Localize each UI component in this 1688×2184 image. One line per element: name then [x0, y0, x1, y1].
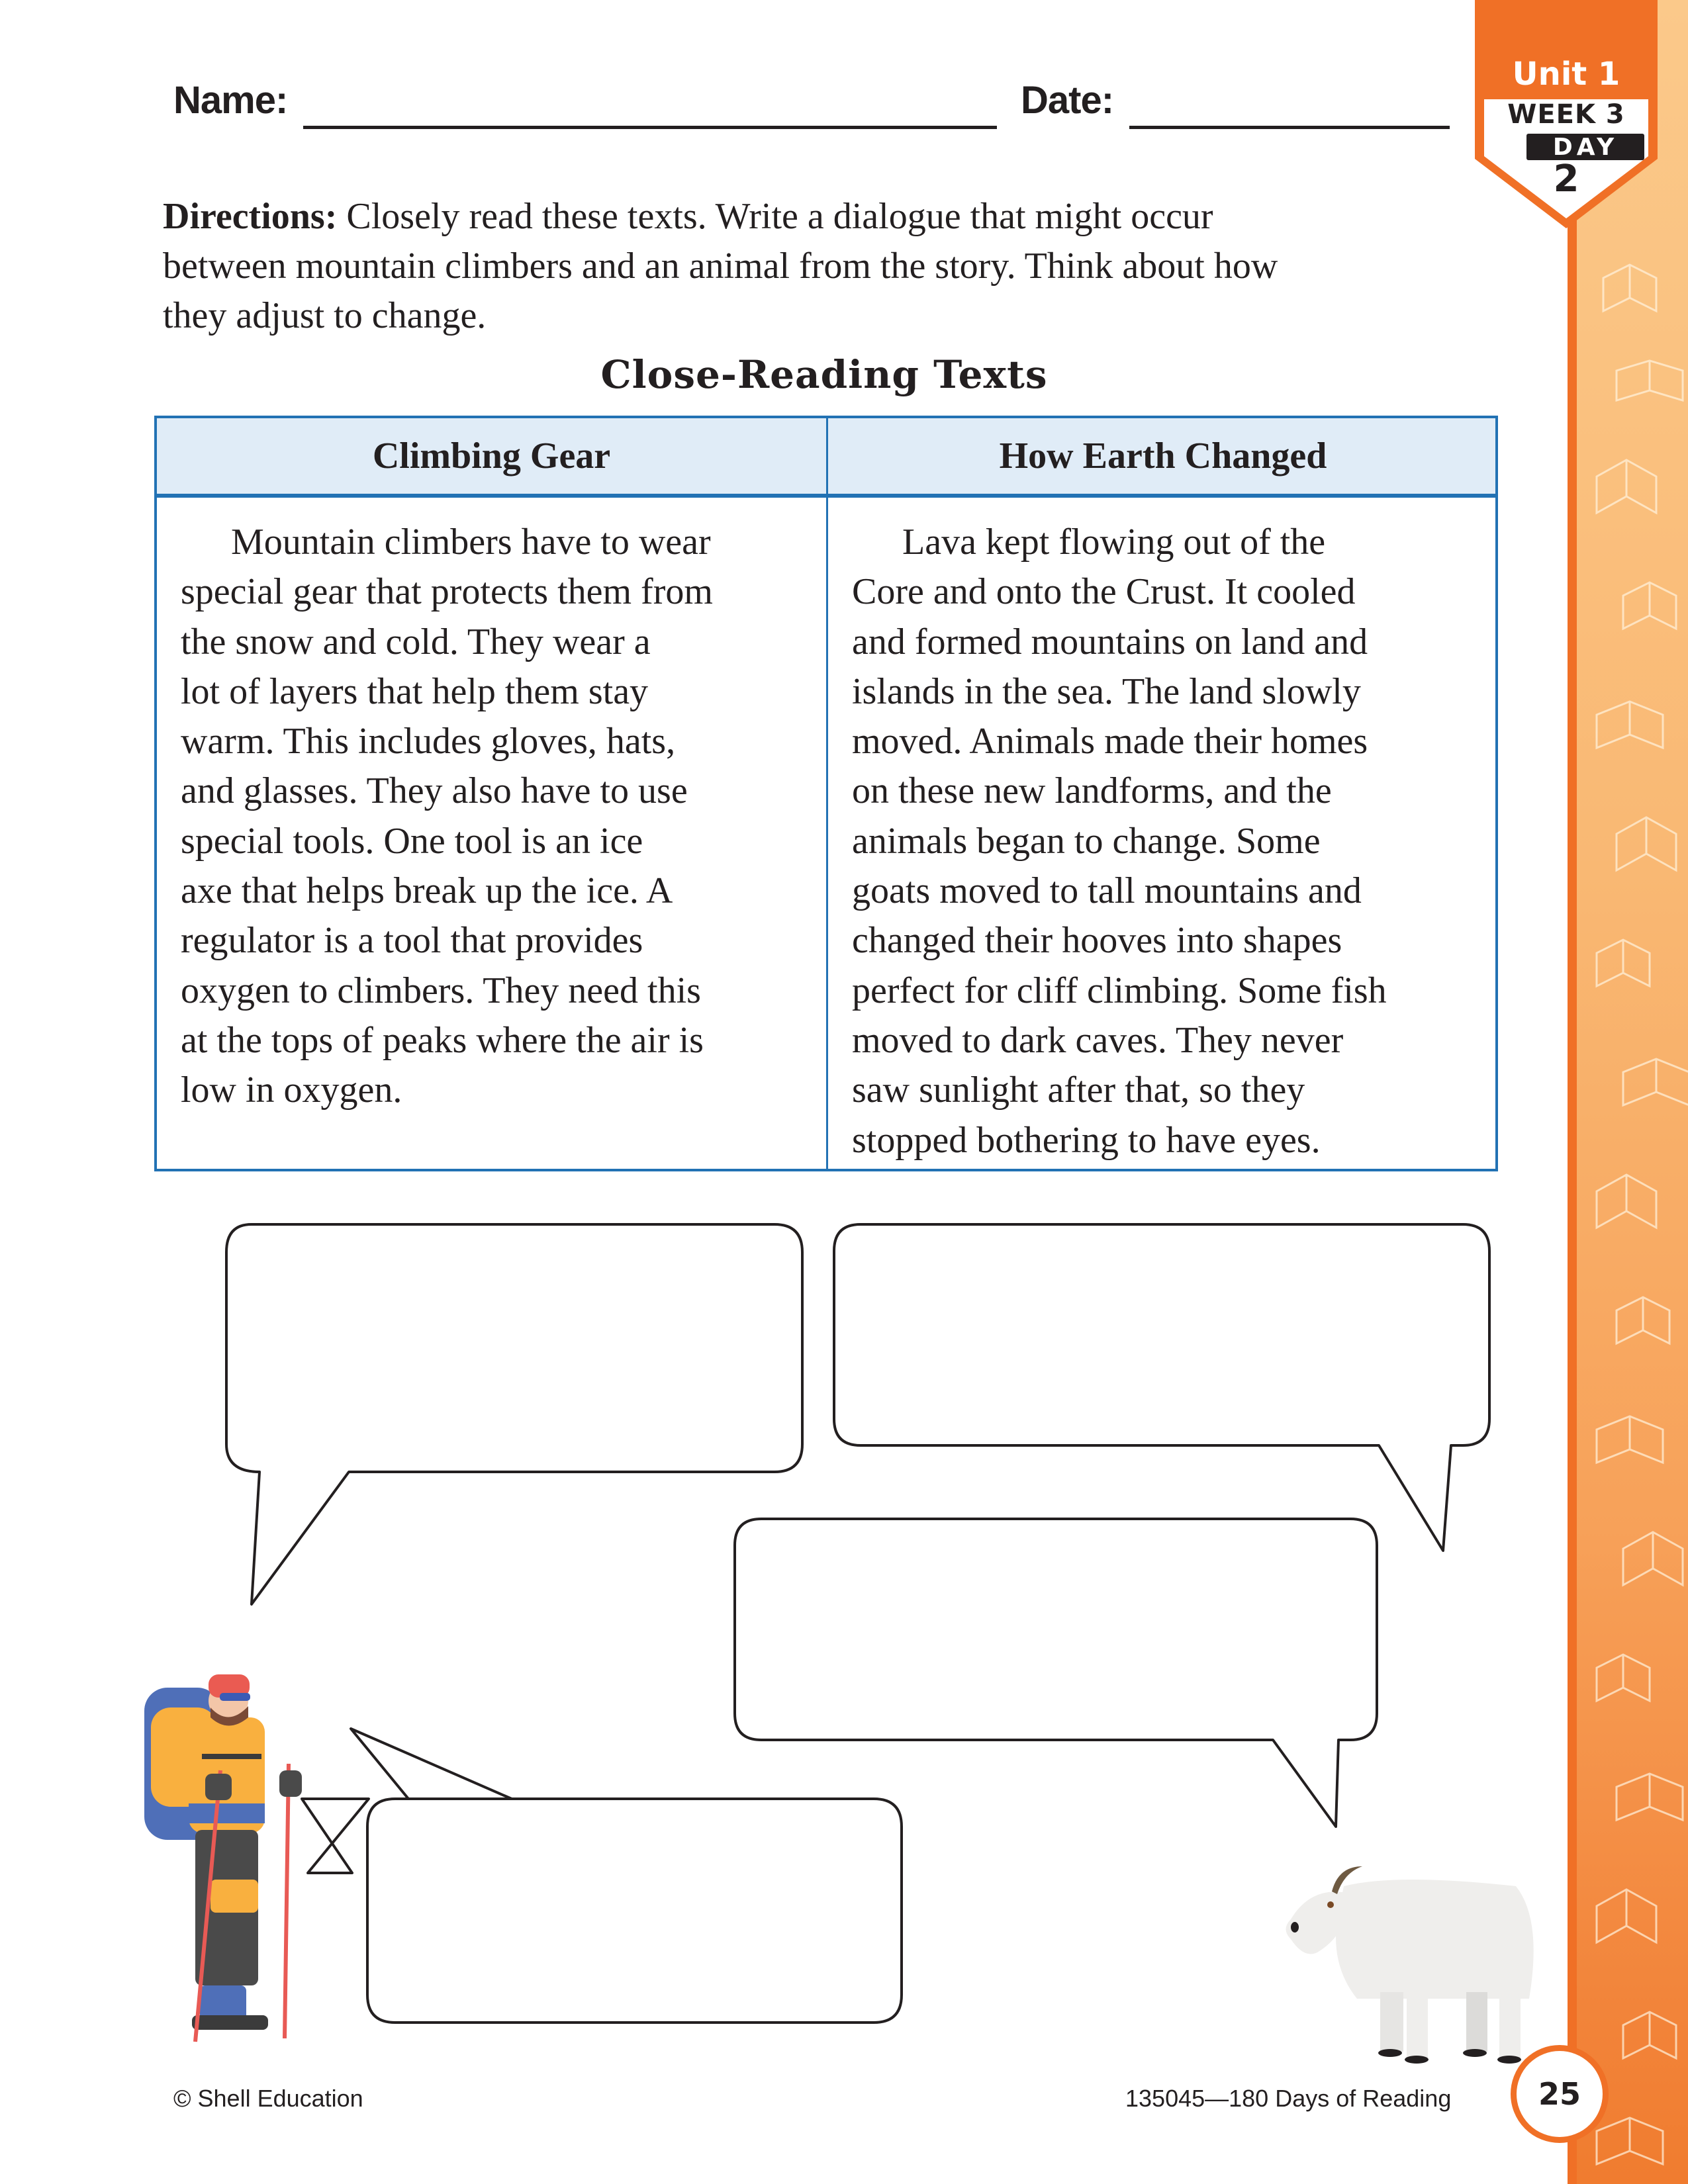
text-line: animals began to change. Some — [852, 820, 1321, 862]
column-heading-how-earth-changed: How Earth Changed — [999, 435, 1327, 477]
column-heading-climbing-gear: Climbing Gear — [372, 435, 611, 477]
directions-line: they adjust to change. — [163, 295, 487, 336]
goat-leg — [1466, 1992, 1487, 2052]
goat-leg — [1407, 1992, 1428, 2058]
book-title: 135045—180 Days of Reading — [1125, 2085, 1452, 2112]
text-line: special gear that protects them from — [181, 571, 713, 613]
text-line: perfect for cliff climbing. Some fish — [852, 970, 1387, 1011]
copyright-text: © Shell Education — [173, 2085, 363, 2112]
text-line: islands in the sea. The land slowly — [852, 670, 1361, 712]
belt — [189, 1803, 265, 1823]
day-label: DAY — [1526, 134, 1644, 160]
text-line: lot of layers that help them stay — [181, 670, 649, 712]
text-line: warm. This includes gloves, hats, — [181, 721, 676, 762]
section-title: Close-Reading Texts — [600, 352, 1048, 397]
glove-left — [205, 1774, 232, 1800]
directions-line: Closely read these texts. Write a dialogue that might occur — [337, 196, 1213, 237]
text-line: Core and onto the Crust. It cooled — [852, 571, 1356, 613]
text-line: oxygen to climbers. They need this — [181, 970, 701, 1011]
text-line: low in oxygen. — [181, 1069, 402, 1111]
text-line: at the tops of peaks where the air is — [181, 1019, 704, 1061]
text-line: on these new landforms, and the — [852, 770, 1332, 812]
text-line: and formed mountains on land and — [852, 621, 1368, 662]
speech-bubble-1[interactable] — [226, 1224, 802, 1604]
name-label: Name: — [173, 79, 288, 122]
goat-body — [1336, 1880, 1534, 1999]
day-number: 2 — [1553, 158, 1579, 201]
week-label: WEEK 3 — [1507, 99, 1625, 130]
text-line: the snow and cold. They wear a — [181, 621, 651, 662]
chest-strap — [202, 1754, 261, 1759]
goat-eye — [1327, 1901, 1334, 1908]
speech-bubble-2[interactable] — [834, 1224, 1489, 1551]
goat-hoof — [1405, 2056, 1429, 2064]
text-line: and glasses. They also have to use — [181, 770, 688, 812]
text-line: moved to dark caves. They never — [852, 1019, 1344, 1061]
text-line: regulator is a tool that provides — [181, 920, 643, 962]
date-label: Date: — [1021, 79, 1114, 122]
sunglasses — [220, 1693, 250, 1701]
text-line: axe that helps break up the ice. A — [181, 870, 673, 912]
directions-label: Directions: — [163, 196, 338, 237]
unit-label: Unit 1 — [1512, 56, 1620, 93]
text-line: changed their hooves into shapes — [852, 920, 1342, 962]
directions-line: between mountain climbers and an animal from the story. Think about how — [163, 246, 1278, 287]
text-line: special tools. One tool is an ice — [181, 820, 643, 862]
knee-pads — [211, 1880, 258, 1913]
page-number: 25 — [1511, 2045, 1609, 2143]
trekking-pole-right — [285, 1764, 289, 2038]
goat-leg — [1380, 1992, 1403, 2052]
boot-soles — [192, 2015, 268, 2030]
speech-bubble-3[interactable] — [735, 1519, 1377, 1827]
glove-right — [279, 1770, 302, 1797]
text-line: goats moved to tall mountains and — [852, 870, 1362, 912]
text-line: stopped bothering to have eyes. — [852, 1119, 1321, 1161]
speech-bubble-4-outline[interactable] — [351, 1729, 902, 2023]
goat-hoof — [1463, 2049, 1487, 2057]
text-line: moved. Animals made their homes — [852, 721, 1368, 762]
text-line: saw sunlight after that, so they — [852, 1069, 1305, 1111]
goat-hoof — [1378, 2049, 1402, 2057]
goat-nose — [1291, 1922, 1299, 1933]
goat-hoof — [1497, 2056, 1521, 2064]
goat-leg — [1499, 1992, 1521, 2058]
mountain-goat-illustration — [1264, 1846, 1542, 2065]
text-line: Lava kept flowing out of the — [902, 522, 1326, 563]
text-line: Mountain climbers have to wear — [231, 522, 711, 563]
mountain-climber-illustration — [126, 1655, 324, 2065]
